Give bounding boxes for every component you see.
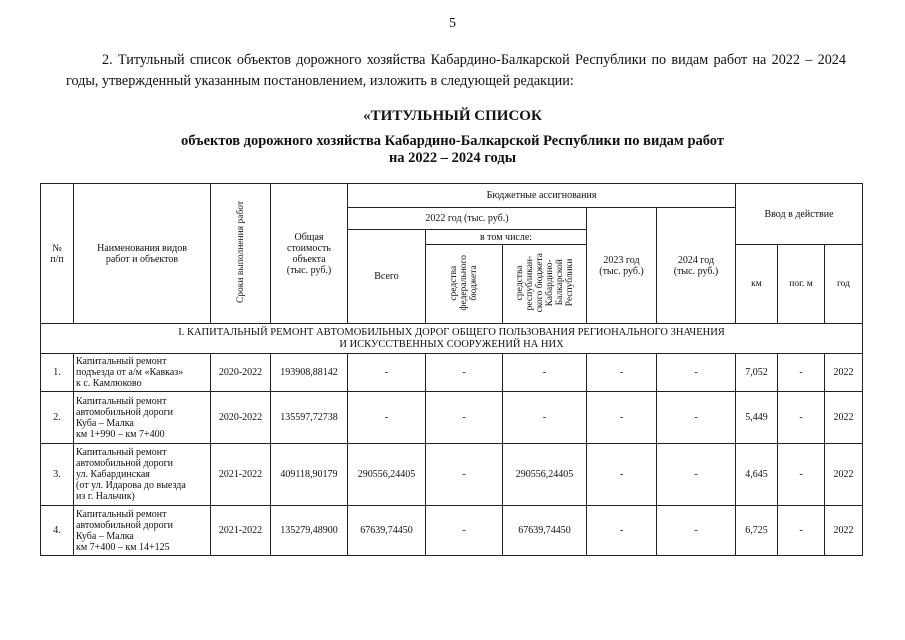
row-total: - [348, 354, 426, 392]
row-km: 5,449 [736, 392, 778, 444]
header-total: Всего [348, 230, 426, 324]
row-year: 2022 [825, 392, 863, 444]
header-commission: Ввод в действие [736, 184, 863, 245]
row-republic: 67639,74450 [503, 506, 587, 556]
row-pm: - [778, 444, 825, 506]
row-2024: - [657, 392, 736, 444]
row-cost: 409118,90179 [271, 444, 348, 506]
row-2023: - [587, 392, 657, 444]
row-cost: 193908,88142 [271, 354, 348, 392]
row-pm: - [778, 354, 825, 392]
row-name: Капитальный ремонт автомобильной дороги Куба – Малка км 7+400 – км 14+125 [74, 506, 211, 556]
header-2022: 2022 год (тыс. руб.) [348, 208, 587, 230]
row-2023: - [587, 506, 657, 556]
row-terms: 2020-2022 [211, 392, 271, 444]
row-2023: - [587, 354, 657, 392]
row-name: Капитальный ремонт автомобильной дороги Куба – Малка км 1+990 – км 7+400 [74, 392, 211, 444]
row-republic: - [503, 392, 587, 444]
header-republic-label: средства республикан- ского бюджета Кабардино- Балкарской Республики [514, 252, 575, 313]
header-incl: в том числе: [426, 230, 587, 245]
row-federal: - [426, 444, 503, 506]
row-terms: 2021-2022 [211, 444, 271, 506]
row-federal: - [426, 392, 503, 444]
header-terms-label: Сроки выполнения работ [235, 200, 246, 304]
row-2024: - [657, 506, 736, 556]
row-cost: 135597,72738 [271, 392, 348, 444]
row-2023: - [587, 444, 657, 506]
row-num: 2. [41, 392, 74, 444]
row-total: 290556,24405 [348, 444, 426, 506]
row-2024: - [657, 444, 736, 506]
table-row [41, 392, 863, 444]
row-km: 4,645 [736, 444, 778, 506]
table-row [41, 354, 863, 392]
row-republic: 290556,24405 [503, 444, 587, 506]
row-total: 67639,74450 [348, 506, 426, 556]
row-federal: - [426, 506, 503, 556]
header-federal-label: средства федерального бюджета [449, 254, 479, 311]
row-name: Капитальный ремонт подъезда от а/м «Кавказ» к с. Камлюково [74, 354, 211, 392]
row-republic: - [503, 354, 587, 392]
header-pm: пог. м [778, 245, 825, 324]
page-number: 5 [449, 16, 456, 31]
row-num: 3. [41, 444, 74, 506]
row-km: 7,052 [736, 354, 778, 392]
row-pm: - [778, 506, 825, 556]
row-km: 6,725 [736, 506, 778, 556]
header-total-cost: Общая стоимость объекта (тыс. руб.) [271, 184, 348, 324]
document-period: на 2022 – 2024 годы [388, 150, 517, 166]
row-num: 1. [41, 354, 74, 392]
row-cost: 135279,48900 [271, 506, 348, 556]
row-num: 4. [41, 506, 74, 556]
header-2023: 2023 год (тыс. руб.) [587, 208, 657, 324]
row-terms: 2021-2022 [211, 506, 271, 556]
document-subtitle: объектов дорожного хозяйства Кабардино-Балкарской Республики по видам работ [181, 133, 724, 149]
table-row [41, 506, 863, 556]
header-budget: Бюджетные ассигнования [348, 184, 736, 208]
row-total: - [348, 392, 426, 444]
row-terms: 2020-2022 [211, 354, 271, 392]
row-year: 2022 [825, 506, 863, 556]
section-heading: I. КАПИТАЛЬНЫЙ РЕМОНТ АВТОМОБИЛЬНЫХ ДОРОГ ОБЩЕГО ПОЛЬЗОВАНИЯ РЕГИОНАЛЬНОГО ЗНАЧЕНИЯ И ИСКУССТВЕННЫХ СООРУЖЕНИЙ НА НИХ [41, 324, 863, 354]
row-2024: - [657, 354, 736, 392]
header-terms [211, 184, 271, 324]
table-row [41, 444, 863, 506]
row-pm: - [778, 392, 825, 444]
title-list-table [40, 183, 863, 556]
intro-paragraph: 2. Титульный список объектов дорожного хозяйства Кабардино-Балкарской Республики по видам работ на 2022 – 2024 годы, утвержденный указанным постановлением, изложить в следующей редакции: [66, 52, 846, 89]
header-name: Наименования видов работ и объектов [74, 184, 211, 324]
document-title: «ТИТУЛЬНЫЙ СПИСОК [363, 108, 542, 124]
header-km: км [736, 245, 778, 324]
header-federal [426, 245, 503, 324]
header-num: № п/п [41, 184, 74, 324]
row-federal: - [426, 354, 503, 392]
header-2024: 2024 год (тыс. руб.) [657, 208, 736, 324]
row-year: 2022 [825, 444, 863, 506]
row-name: Капитальный ремонт автомобильной дороги ул. Кабардинская (от ул. Идарова до выезда из г. Нальчик) [74, 444, 211, 506]
header-republic [503, 245, 587, 324]
row-year: 2022 [825, 354, 863, 392]
header-year: год [825, 245, 863, 324]
